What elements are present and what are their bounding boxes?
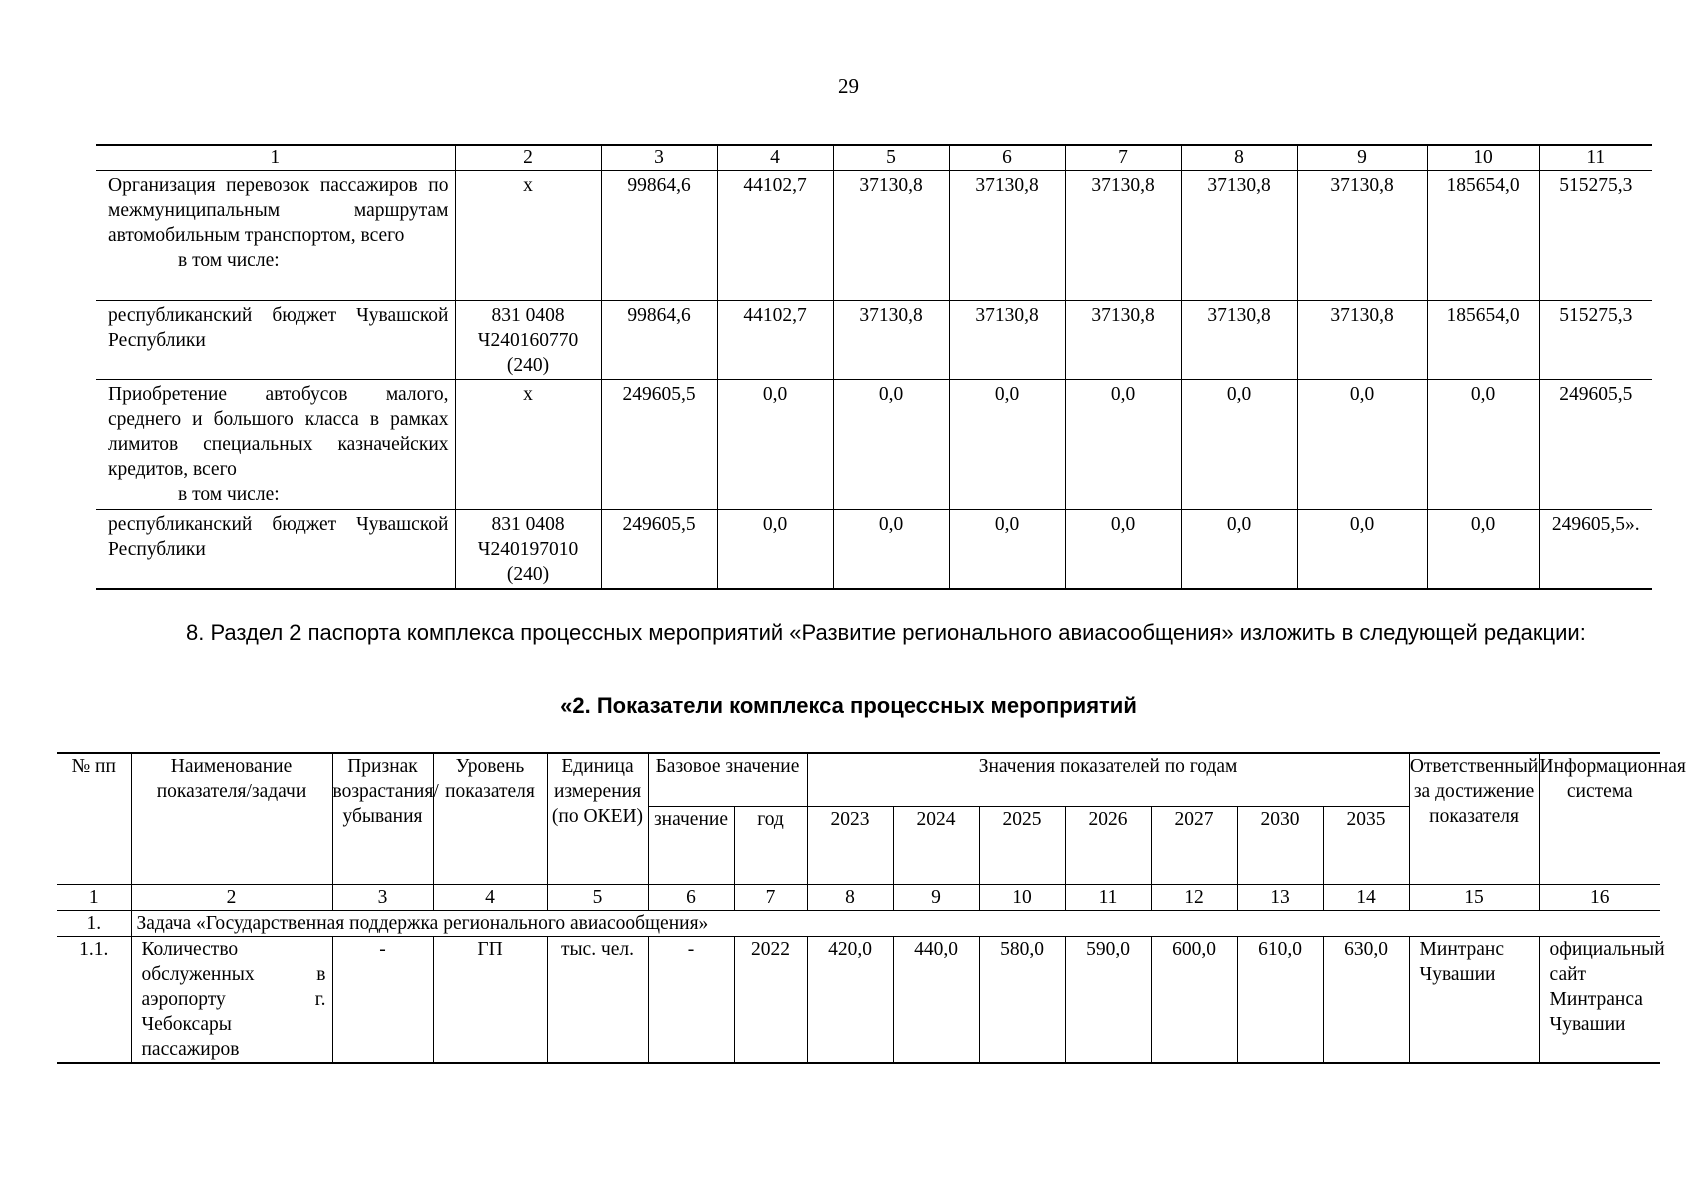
header-responsible: Ответственный за достижение показателя bbox=[1409, 753, 1539, 884]
indicator-name: Количество обслуженных в аэропорту г. Чебоксары пассажиров bbox=[131, 936, 332, 1063]
value-cell: 0,0 bbox=[949, 380, 1065, 510]
column-number: 2 bbox=[455, 145, 601, 171]
year-value: 440,0 bbox=[893, 936, 979, 1063]
table-row bbox=[57, 936, 1660, 1063]
year-value: 630,0 bbox=[1323, 936, 1409, 1063]
column-number: 3 bbox=[601, 145, 717, 171]
table-row bbox=[96, 380, 1652, 510]
indicator-sign: - bbox=[332, 936, 433, 1063]
header-base-year: год bbox=[734, 806, 807, 884]
value-cell: 37130,8 bbox=[833, 301, 949, 380]
value-cell: 99864,6 bbox=[601, 301, 717, 380]
column-number: 13 bbox=[1237, 884, 1323, 910]
amendment-paragraph: 8. Раздел 2 паспорта комплекса процессных мероприятий «Развитие регионального авиасообщения» изложить в следующей редакции: bbox=[186, 620, 1586, 645]
value-cell: 249605,5 bbox=[601, 380, 717, 510]
value-cell: 0,0 bbox=[1181, 380, 1297, 510]
table-header-row bbox=[96, 145, 1652, 171]
indicators-table bbox=[57, 752, 1686, 1064]
header-unit: Единица измерения (по ОКЕИ) bbox=[547, 753, 648, 884]
row-name-cell bbox=[96, 171, 455, 301]
task-row bbox=[57, 910, 1660, 936]
header-name: Наименование показателя/задачи bbox=[131, 753, 332, 884]
value-cell: 99864,6 bbox=[601, 171, 717, 301]
value-cell: 515275,3 bbox=[1539, 171, 1652, 301]
value-cell: 185654,0 bbox=[1427, 301, 1539, 380]
table-header-row bbox=[57, 753, 1660, 806]
base-year: 2022 bbox=[734, 936, 807, 1063]
value-cell: 37130,8 bbox=[1297, 301, 1427, 380]
column-number: 5 bbox=[833, 145, 949, 171]
value-cell: 0,0 bbox=[1427, 380, 1539, 510]
column-number: 14 bbox=[1323, 884, 1409, 910]
header-values-by-year: Значения показателей по годам bbox=[807, 753, 1409, 806]
row-name: Приобретение автобусов малого, среднего и большого класса в рамках лимитов специальных казначейских кредитов, всего bbox=[108, 384, 449, 480]
column-number: 11 bbox=[1539, 145, 1652, 171]
column-number: 12 bbox=[1151, 884, 1237, 910]
column-number: 6 bbox=[648, 884, 734, 910]
header-base: Базовое значение bbox=[648, 753, 807, 806]
header-year: 2035 bbox=[1323, 806, 1409, 884]
table-row bbox=[96, 510, 1652, 589]
value-cell: 37130,8 bbox=[833, 171, 949, 301]
table-row bbox=[96, 171, 1652, 301]
task-num: 1. bbox=[57, 910, 131, 936]
value-cell: 185654,0 bbox=[1427, 171, 1539, 301]
value-cell: 515275,3 bbox=[1539, 301, 1652, 380]
indicator-unit: тыс. чел. bbox=[547, 936, 648, 1063]
column-number: 9 bbox=[1297, 145, 1427, 171]
header-level: Уровень показателя bbox=[433, 753, 547, 884]
header-num: № пп bbox=[57, 753, 131, 884]
value-cell: 37130,8 bbox=[949, 171, 1065, 301]
row-subtitle: в том числе: bbox=[178, 484, 280, 505]
value-cell: 0,0 bbox=[1297, 510, 1427, 589]
column-number: 10 bbox=[979, 884, 1065, 910]
value-cell: 37130,8 bbox=[1065, 301, 1181, 380]
column-number: 8 bbox=[1181, 145, 1297, 171]
header-info-system: Информационная система bbox=[1539, 753, 1660, 884]
header-year: 2027 bbox=[1151, 806, 1237, 884]
budget-code: 831 0408 Ч240197010 (240) bbox=[455, 510, 601, 589]
column-number: 10 bbox=[1427, 145, 1539, 171]
value-cell: 0,0 bbox=[1181, 510, 1297, 589]
section-title: «2. Показатели комплекса процессных мероприятий bbox=[560, 693, 1137, 718]
column-number: 6 bbox=[949, 145, 1065, 171]
column-number: 3 bbox=[332, 884, 433, 910]
budget-code: x bbox=[455, 380, 601, 510]
page-number: 29 bbox=[838, 74, 859, 98]
column-number: 7 bbox=[734, 884, 807, 910]
year-value: 420,0 bbox=[807, 936, 893, 1063]
row-name-cell bbox=[96, 380, 455, 510]
row-subtitle: в том числе: bbox=[178, 250, 280, 271]
row-name: республиканский бюджет Чувашской Республики bbox=[96, 301, 455, 380]
task-text: Задача «Государственная поддержка регионального авиасообщения» bbox=[131, 910, 1660, 936]
column-number: 2 bbox=[131, 884, 332, 910]
value-cell: 37130,8 bbox=[1065, 171, 1181, 301]
header-base-value: значение bbox=[648, 806, 734, 884]
year-value: 600,0 bbox=[1151, 936, 1237, 1063]
column-number: 16 bbox=[1539, 884, 1660, 910]
value-cell: 37130,8 bbox=[1297, 171, 1427, 301]
base-value: - bbox=[648, 936, 734, 1063]
row-num: 1.1. bbox=[57, 936, 131, 1063]
column-number-row bbox=[57, 884, 1660, 910]
column-number: 9 bbox=[893, 884, 979, 910]
value-cell: 0,0 bbox=[949, 510, 1065, 589]
value-cell: 0,0 bbox=[833, 380, 949, 510]
column-number: 11 bbox=[1065, 884, 1151, 910]
value-cell: 0,0 bbox=[717, 380, 833, 510]
column-number: 4 bbox=[433, 884, 547, 910]
value-cell: 0,0 bbox=[717, 510, 833, 589]
table-row bbox=[96, 301, 1652, 380]
value-cell: 37130,8 bbox=[1181, 171, 1297, 301]
column-number: 1 bbox=[57, 884, 131, 910]
header-year: 2024 bbox=[893, 806, 979, 884]
header-year: 2030 bbox=[1237, 806, 1323, 884]
value-cell: 249605,5 bbox=[601, 510, 717, 589]
indicator-level: ГП bbox=[433, 936, 547, 1063]
column-number: 1 bbox=[96, 145, 455, 171]
column-number: 7 bbox=[1065, 145, 1181, 171]
year-value: 610,0 bbox=[1237, 936, 1323, 1063]
row-name: Организация перевозок пассажиров по межмуниципальным маршрутам автомобильным транспортом, всего bbox=[108, 175, 449, 246]
budget-code: 831 0408 Ч240160770 (240) bbox=[455, 301, 601, 380]
column-number: 15 bbox=[1409, 884, 1539, 910]
header-year: 2026 bbox=[1065, 806, 1151, 884]
value-cell: 37130,8 bbox=[949, 301, 1065, 380]
year-value: 590,0 bbox=[1065, 936, 1151, 1063]
value-cell: 0,0 bbox=[833, 510, 949, 589]
header-year: 2023 bbox=[807, 806, 893, 884]
value-cell: 0,0 bbox=[1297, 380, 1427, 510]
value-cell: 44102,7 bbox=[717, 171, 833, 301]
value-cell: 0,0 bbox=[1427, 510, 1539, 589]
value-cell: 0,0 bbox=[1065, 510, 1181, 589]
value-cell: 37130,8 bbox=[1181, 301, 1297, 380]
column-number: 5 bbox=[547, 884, 648, 910]
header-year: 2025 bbox=[979, 806, 1065, 884]
header-sign: Признак возрастания/убывания bbox=[332, 753, 433, 884]
value-cell: 0,0 bbox=[1065, 380, 1181, 510]
row-name: республиканский бюджет Чувашской Республики bbox=[96, 510, 455, 589]
value-cell: 249605,5 bbox=[1539, 380, 1652, 510]
budget-code: x bbox=[455, 171, 601, 301]
year-value: 580,0 bbox=[979, 936, 1065, 1063]
column-number: 8 bbox=[807, 884, 893, 910]
column-number: 4 bbox=[717, 145, 833, 171]
responsible: Минтранс Чувашии bbox=[1409, 936, 1539, 1063]
value-cell: 249605,5». bbox=[1539, 510, 1652, 589]
info-system: официальный сайт Минтранса Чувашии bbox=[1539, 936, 1660, 1063]
funding-table bbox=[96, 144, 1652, 590]
value-cell: 44102,7 bbox=[717, 301, 833, 380]
